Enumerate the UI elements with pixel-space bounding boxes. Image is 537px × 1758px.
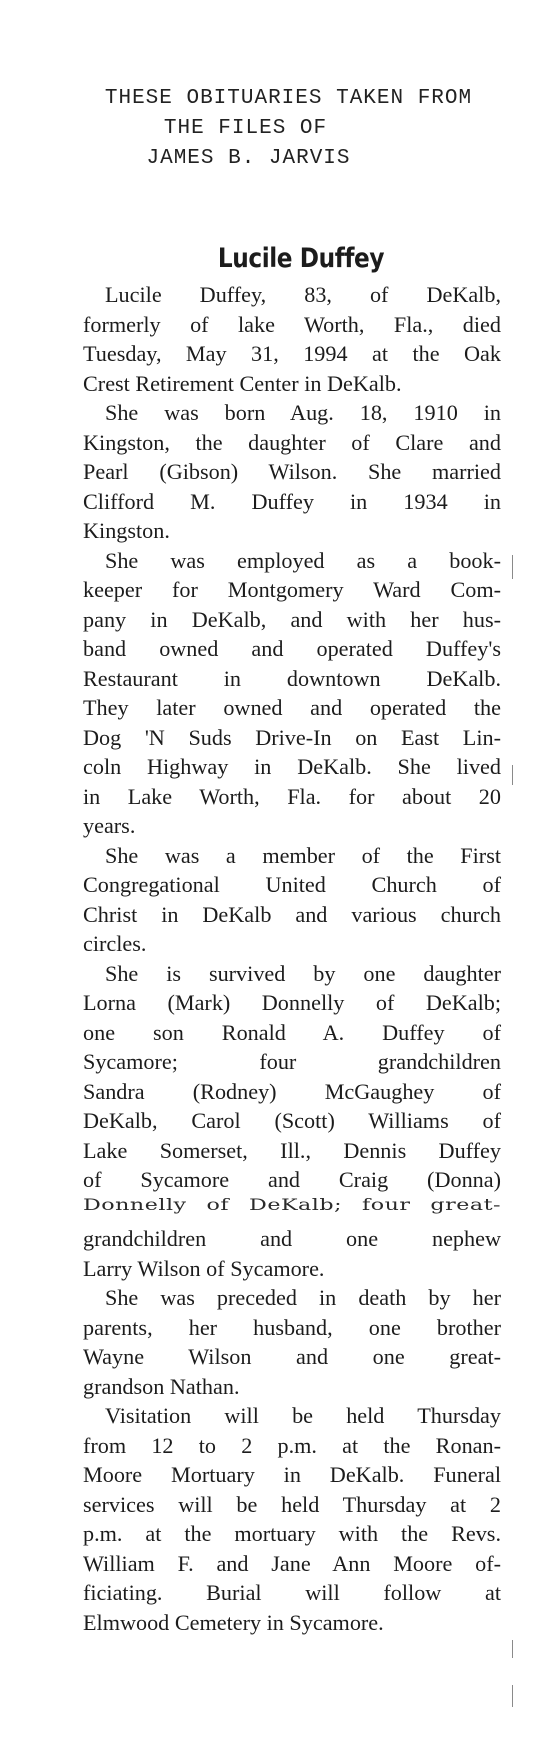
header-line: THE FILES OF	[163, 117, 328, 140]
text-line: circles.	[83, 931, 147, 956]
text-line: Restaurant in downtown DeKalb.	[83, 665, 501, 691]
edge-mark	[512, 1685, 513, 1707]
obituary-paragraph	[83, 280, 501, 398]
text-line: ficiating. Burial will follow at	[83, 1580, 501, 1605]
text-line: band owned and operated Duffey's	[83, 636, 501, 661]
typed-header	[0, 84, 537, 174]
text-line: She was preceded in death by her	[105, 1285, 501, 1310]
text-line: Moore Mortuary in DeKalb. Funeral	[83, 1462, 501, 1487]
text-line: Elmwood Cemetery in Sycamore.	[83, 1609, 384, 1635]
text-line: parents, her husband, one brother	[83, 1314, 501, 1340]
text-line: She was a member of the First	[105, 842, 501, 868]
text-line: She was born Aug. 18, 1910 in	[105, 400, 501, 425]
text-line: Congregational United Church of	[83, 872, 501, 897]
header-line: THESE OBITUARIES TAKEN FROM	[104, 87, 473, 110]
text-line: grandchildren and one nephew	[83, 1226, 501, 1251]
text-line: Kingston.	[83, 518, 170, 543]
text-line: Sycamore; four grandchildren	[83, 1049, 501, 1074]
obituary-paragraph	[83, 841, 501, 959]
text-line: Lake Somerset, Ill., Dennis Duffey	[83, 1137, 501, 1163]
obituary-column	[83, 242, 501, 1637]
text-line: coln Highway in DeKalb. She lived	[83, 754, 501, 779]
obituary-paragraph	[83, 1283, 501, 1401]
text-line: William F. and Jane Ann Moore of-	[83, 1550, 501, 1576]
text-line: Larry Wilson of Sycamore.	[83, 1255, 325, 1281]
text-line: of Sycamore and Craig (Donna)	[83, 1167, 501, 1192]
text-line: They later owned and operated the	[83, 695, 501, 720]
text-line: Pearl (Gibson) Wilson. She married	[83, 459, 501, 484]
text-line: Wayne Wilson and one great-	[83, 1344, 501, 1369]
text-line: Lorna (Mark) Donnelly of DeKalb;	[83, 990, 501, 1015]
text-line: Tuesday, May 31, 1994 at the Oak	[83, 341, 501, 366]
text-line: Clifford M. Duffey in 1934 in	[83, 488, 501, 514]
text-line: formerly of lake Worth, Fla., died	[83, 311, 501, 337]
text-line: p.m. at the mortuary with the Revs.	[83, 1521, 501, 1546]
text-line: keeper for Montgomery Ward Com-	[83, 577, 501, 602]
edge-mark	[512, 1640, 513, 1658]
text-line: Sandra (Rodney) McGaughey of	[83, 1078, 501, 1104]
text-line: Lucile Duffey, 83, of DeKalb,	[105, 282, 501, 307]
text-line: years.	[83, 813, 136, 838]
text-line: services will be held Thursday at 2	[83, 1491, 501, 1517]
text-line: Dog 'N Suds Drive-In on East Lin-	[83, 724, 501, 750]
text-line: pany in DeKalb, and with her hus-	[83, 606, 501, 632]
edge-mark	[512, 765, 513, 785]
obituary-paragraph	[83, 546, 501, 841]
text-line: Christ in DeKalb and various church	[83, 901, 501, 927]
obituary-paragraph	[83, 1401, 501, 1637]
text-line: DeKalb, Carol (Scott) Williams of	[83, 1108, 501, 1133]
text-line: from 12 to 2 p.m. at the Ronan-	[83, 1432, 501, 1458]
text-line: She is survived by one daughter	[105, 960, 501, 986]
edge-mark	[512, 555, 513, 579]
obituary-body	[83, 280, 501, 1637]
text-line: one son Ronald A. Duffey of	[83, 1019, 501, 1045]
text-line: in Lake Worth, Fla. for about 20	[83, 783, 501, 809]
text-line: Crest Retirement Center in DeKalb.	[83, 370, 402, 396]
text-line: Visitation will be held Thursday	[105, 1403, 501, 1428]
obituary-paragraph	[83, 959, 501, 1284]
obituary-headline: Lucile Duffey	[217, 243, 385, 274]
text-line: grandson Nathan.	[83, 1373, 240, 1399]
text-line: Kingston, the daughter of Clare and	[83, 429, 501, 455]
text-line: She was employed as a book-	[105, 547, 501, 573]
obituary-paragraph	[83, 398, 501, 546]
header-line: JAMES B. JARVIS	[146, 147, 351, 170]
text-line: Donnelly of DeKalb; four great-	[83, 1195, 501, 1214]
